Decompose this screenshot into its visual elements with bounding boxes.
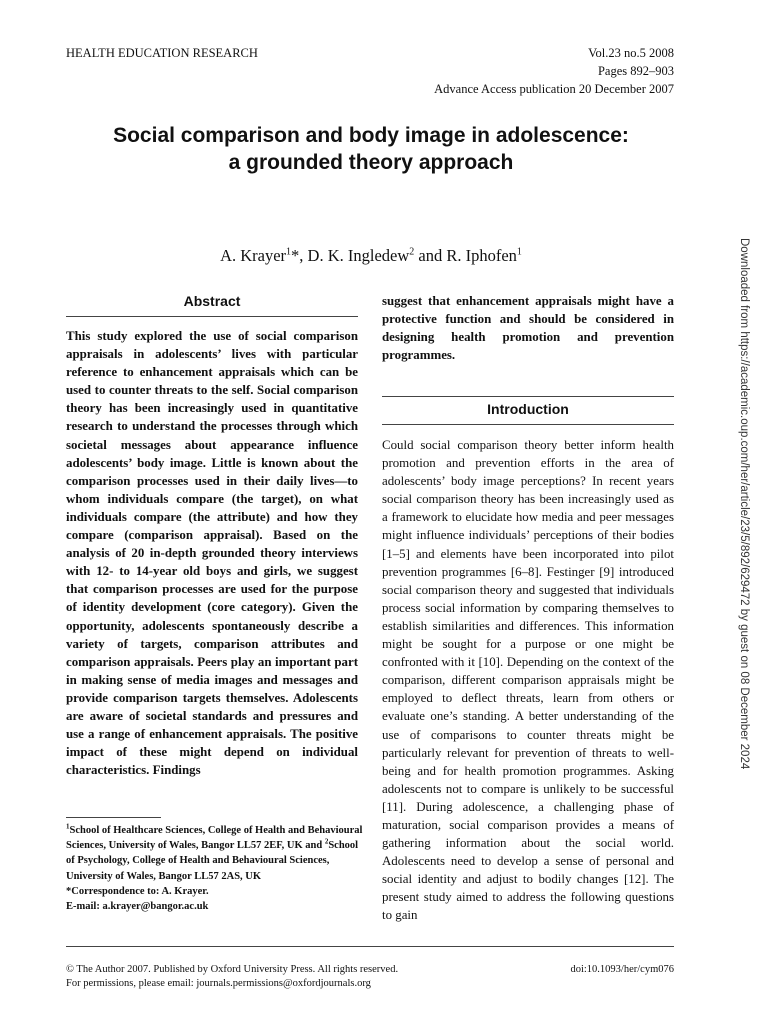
doi: doi:10.1093/her/cym076 <box>570 964 674 975</box>
issue-info <box>434 44 674 98</box>
affiliation-rule <box>66 817 161 818</box>
affiliation-2: School of Psychology, College of Health and Behavioural Sciences, University of Wales, Bangor LL57 2AS, UK <box>66 840 359 882</box>
author-krayer-affil: 1 <box>286 246 292 258</box>
permissions-notice: For permissions, please email: journals.permissions@oxfordjournals.org <box>66 978 371 989</box>
affiliation-1-mark: 1 <box>66 822 70 831</box>
article-title <box>40 122 702 176</box>
correspondence-note: *Correspondence to: A. Krayer. <box>66 885 209 897</box>
author-krayer: A. Krayer <box>220 246 287 265</box>
abstract-rule <box>66 316 358 317</box>
title-line-2: a grounded theory approach <box>228 151 514 174</box>
footer-notes <box>66 963 398 991</box>
title-line-1: Social comparison and body image in adolescence: <box>113 124 629 147</box>
page-range: Pages 892–903 <box>597 64 674 78</box>
abstract-heading: Abstract <box>183 293 241 309</box>
advance-access-date: Advance Access publication 20 December 2007 <box>434 82 674 96</box>
copyright-notice: © The Author 2007. Published by Oxford University Press. All rights reserved. <box>66 964 399 975</box>
affiliation-2-mark: 2 <box>324 837 329 846</box>
affiliation-text <box>66 823 366 884</box>
correspondence-mark: *, <box>291 246 304 265</box>
introduction-heading: Introduction <box>487 401 569 417</box>
abstract-text: This study explored the use of social comparison appraisals in adolescents’ lives with particular reference to enhancement appraisals which can be used to counter threats to the self. Social comparison theory has been increasingly used in quantitative research to understand the processes through which societal messages about appearance influence adolescents’ body image. Little is known about the comparison processes used in their daily lives—to whom individuals compare (the target), on what individuals compare (the attribute) and how they compare (comparison appraisal). Based on the analysis of 20 in-depth grounded theory interviews with 12- to 14-year old boys and girls, we suggest that comparison processes are used for the purpose of identity development (core category). Given the opportunity, adolescents spontaneously describe a variety of targets, comparison attributes and comparison appraisals. Peers play an important part in making sense of media images and messages and provide comparison targets themselves. Adolescents are aware of societal standards and pressures and use a range of enhancement appraisals. The positive impact of these might depend on individual characteristics. Findings <box>66 329 358 778</box>
abstract-continued: suggest that enhancement appraisals might have a protective function and should be considered in designing health promotion and prevention programmes. <box>382 294 674 363</box>
author-list <box>40 244 702 268</box>
correspondence-email: E-mail: a.krayer@bangor.ac.uk <box>66 901 209 913</box>
download-watermark: Downloaded from https://academic.oup.com/her/article/23/5/892/629472 by guest on 08 December 2024 <box>738 238 750 770</box>
introduction-rule-bottom <box>382 424 674 425</box>
volume-info: Vol.23 no.5 2008 <box>588 46 674 60</box>
affiliations <box>66 823 366 914</box>
affiliation-1: School of Healthcare Sciences, College of Health and Behavioural Sciences, University of Wales, Bangor LL57 2EF, UK and <box>66 825 363 852</box>
introduction-text: Could social comparison theory better inform health promotion and prevention efforts in the area of adolescents’ body image perceptions? In recent years social comparison theory has been increasingly used as a framework to elucidate how media and peer messages might influence individuals’ perceptions of their bodies [1–5] and elements have been incorporated into pilot prevention programmes [6–8]. Festinger [9] introduced social comparison theory and suggested that individuals process social information by comparing themselves to establish similarities and differences. This information might be sought for a purpose or one might be confronted with it [10]. Depending on the context of the comparison, different comparison appraisals might be employed to deflect threats, learn from others or evaluate one’s standing. A better understanding of the use of comparisons to counter threats might be particularly relevant for prevention of threats to well-being and for health promotion programmes. Asking adolescents not to compare is unlikely to be successful [11]. During adolescence, a challenging phase of maturation, social comparison provides a means of gathering information about the social world. Adolescents need to develop a sense of personal and social identity and adjust to bodily changes [12]. The present study aimed to address the following questions to gain <box>382 438 674 923</box>
introduction-rule-top <box>382 396 674 397</box>
journal-name: HEALTH EDUCATION RESEARCH <box>66 46 258 60</box>
author-ingledew: D. K. Ingledew <box>307 246 410 265</box>
footer-rule <box>66 946 674 947</box>
author-ingledew-affil: 2 <box>409 246 415 258</box>
author-iphofen-affil: 1 <box>516 246 522 258</box>
author-conjunction: and <box>418 246 443 265</box>
author-iphofen: R. Iphofen <box>446 246 517 265</box>
